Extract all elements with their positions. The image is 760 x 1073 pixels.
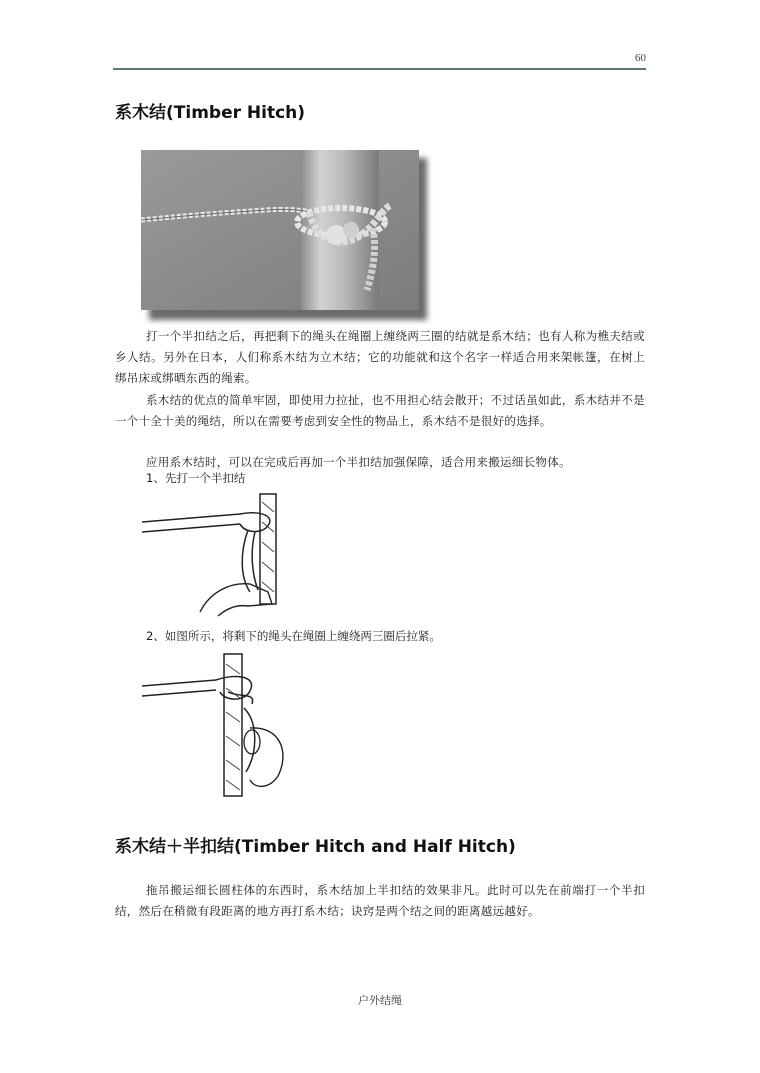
header-rule: [113, 68, 646, 70]
paragraph-3: 应用系木结时，可以在完成后再加一个半扣结加强保障，适合用来搬运细长物体。: [146, 455, 571, 469]
paragraph-1: 打一个半扣结之后，再把剩下的绳头在绳圈上缠绕两三圈的结就是系木结；也有人称为樵夫结或乡人结。另外在日本，人们称系木结为立木结；它的功能就和这个名字一样适合用来架帐篷，在树上绑吊床或绑晒东西的绳索。: [115, 329, 645, 385]
timber-hitch-wrap-illustration: [140, 652, 300, 798]
half-hitch-illustration: [140, 492, 285, 618]
paragraph-4: 拖吊搬运细长圆柱体的东西时，系木结加上半扣结的效果非凡。此时可以先在前端打一个半扣结，然后在稍微有段距离的地方再打系木结；诀窍是两个结之间的距离越远越好。: [115, 883, 645, 918]
timber-hitch-photo-image: [141, 150, 419, 310]
step-2-text: 2、如图所示，将剩下的绳头在绳圈上缠绕两三圈后拉紧。: [146, 629, 441, 643]
paragraph-2: 系木结的优点的简单牢固，即使用力拉扯，也不用担心结会散开；不过话虽如此，系木结并不是一个十全十美的绳结，所以在需要考虑到安全性的物品上，系木结不是很好的选择。: [115, 393, 645, 428]
timber-hitch-photo: [141, 150, 419, 313]
section-title-timber-and-half-hitch: 系木结＋半扣结(Timber Hitch and Half Hitch): [115, 837, 516, 857]
step-1-text: 1、先打一个半扣结: [146, 471, 246, 485]
page-number: 60: [635, 52, 646, 64]
section-title-timber-hitch: 系木结(Timber Hitch): [115, 103, 306, 123]
page-footer: 户外结绳: [358, 994, 402, 1007]
